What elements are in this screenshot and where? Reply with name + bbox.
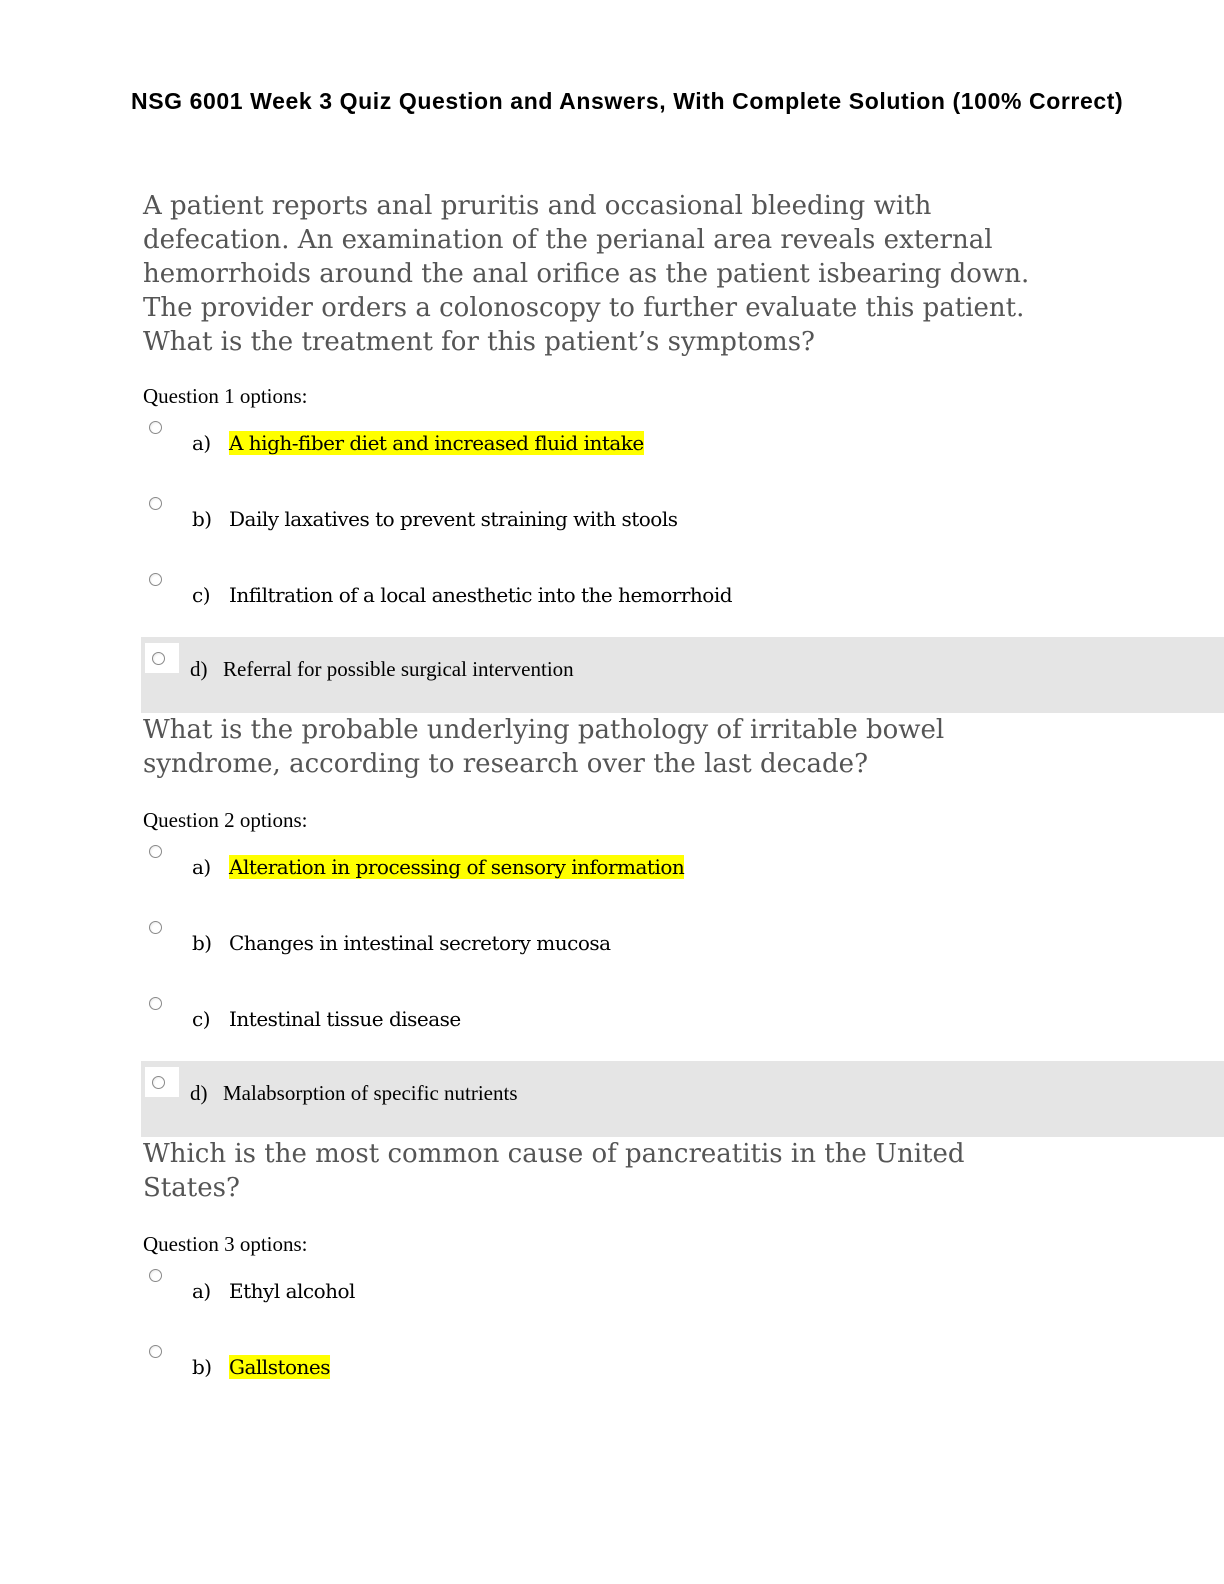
option-letter: d): [190, 1081, 208, 1105]
option-label: [192, 853, 684, 881]
document-title: NSG 6001 Week 3 Quiz Question and Answers, With Complete Solution (100% Correct): [131, 88, 1124, 114]
radio-button-icon[interactable]: [149, 497, 162, 510]
question-1-options-label: Question 1 options:: [143, 384, 308, 408]
option-letter: a): [192, 1279, 211, 1303]
radio-button-icon[interactable]: [149, 573, 162, 586]
question-2-option-d[interactable]: [141, 1061, 1224, 1137]
question-1-option-a[interactable]: [143, 421, 1224, 461]
question-2-option-a[interactable]: [143, 845, 1224, 885]
question-3-option-a[interactable]: [143, 1269, 1224, 1309]
question-3-options-label: Question 3 options:: [143, 1232, 308, 1256]
option-letter: c): [192, 1007, 211, 1031]
option-label: [192, 581, 732, 609]
radio-button-icon[interactable]: [152, 1076, 165, 1089]
option-label: [192, 929, 611, 957]
question-2-text: What is the probable underlying pathology of irritable bowel syndrome, according to research over the last decade?: [143, 715, 945, 779]
radio-button-icon[interactable]: [149, 845, 162, 858]
option-text: Changes in intestinal secretory mucosa: [229, 931, 611, 955]
option-label: [192, 1005, 461, 1033]
radio-box: [145, 643, 179, 673]
option-letter: a): [192, 431, 211, 455]
question-3-text: Which is the most common cause of pancreatitis in the United States?: [143, 1139, 965, 1203]
radio-box: [145, 1067, 179, 1097]
radio-button-icon[interactable]: [149, 921, 162, 934]
question-3-option-b[interactable]: [143, 1345, 1224, 1385]
option-label: [190, 1079, 518, 1107]
question-1-option-b[interactable]: [143, 497, 1224, 537]
radio-button-icon[interactable]: [149, 997, 162, 1010]
radio-button-icon[interactable]: [149, 1269, 162, 1282]
question-1-text: A patient reports anal pruritis and occasional bleeding with defecation. An examination of the perianal area reveals external hemorrhoids around the anal orifice as the patient isbearing down. The provider orders a colonoscopy to further evaluate this patient. What is the treatment for this patient’s symptoms?: [143, 191, 1030, 357]
option-text: Daily laxatives to prevent straining with stools: [229, 507, 678, 531]
option-letter: d): [190, 657, 208, 681]
option-label: [192, 1277, 355, 1305]
question-1-option-d[interactable]: [141, 637, 1224, 713]
radio-button-icon[interactable]: [149, 1345, 162, 1358]
radio-button-icon[interactable]: [152, 652, 165, 665]
question-2-option-c[interactable]: [143, 997, 1224, 1037]
option-letter: b): [192, 931, 212, 955]
option-text-highlighted: Gallstones: [229, 1355, 331, 1379]
option-letter: b): [192, 1355, 212, 1379]
option-label: [192, 1353, 330, 1381]
radio-button-icon[interactable]: [149, 421, 162, 434]
option-text: Malabsorption of specific nutrients: [223, 1081, 518, 1105]
option-text: Referral for possible surgical intervention: [223, 657, 574, 681]
option-text: Intestinal tissue disease: [229, 1007, 461, 1031]
option-text-highlighted: A high-fiber diet and increased fluid intake: [229, 431, 644, 455]
question-1-option-c[interactable]: [143, 573, 1224, 613]
option-label: [190, 655, 574, 683]
option-letter: b): [192, 507, 212, 531]
option-text: Ethyl alcohol: [229, 1279, 355, 1303]
option-text-highlighted: Alteration in processing of sensory information: [229, 855, 685, 879]
option-label: [192, 429, 644, 457]
option-label: [192, 505, 678, 533]
question-2-options-label: Question 2 options:: [143, 808, 308, 832]
option-letter: a): [192, 855, 211, 879]
option-letter: c): [192, 583, 211, 607]
option-text: Infiltration of a local anesthetic into the hemorrhoid: [229, 583, 733, 607]
question-2-option-b[interactable]: [143, 921, 1224, 961]
